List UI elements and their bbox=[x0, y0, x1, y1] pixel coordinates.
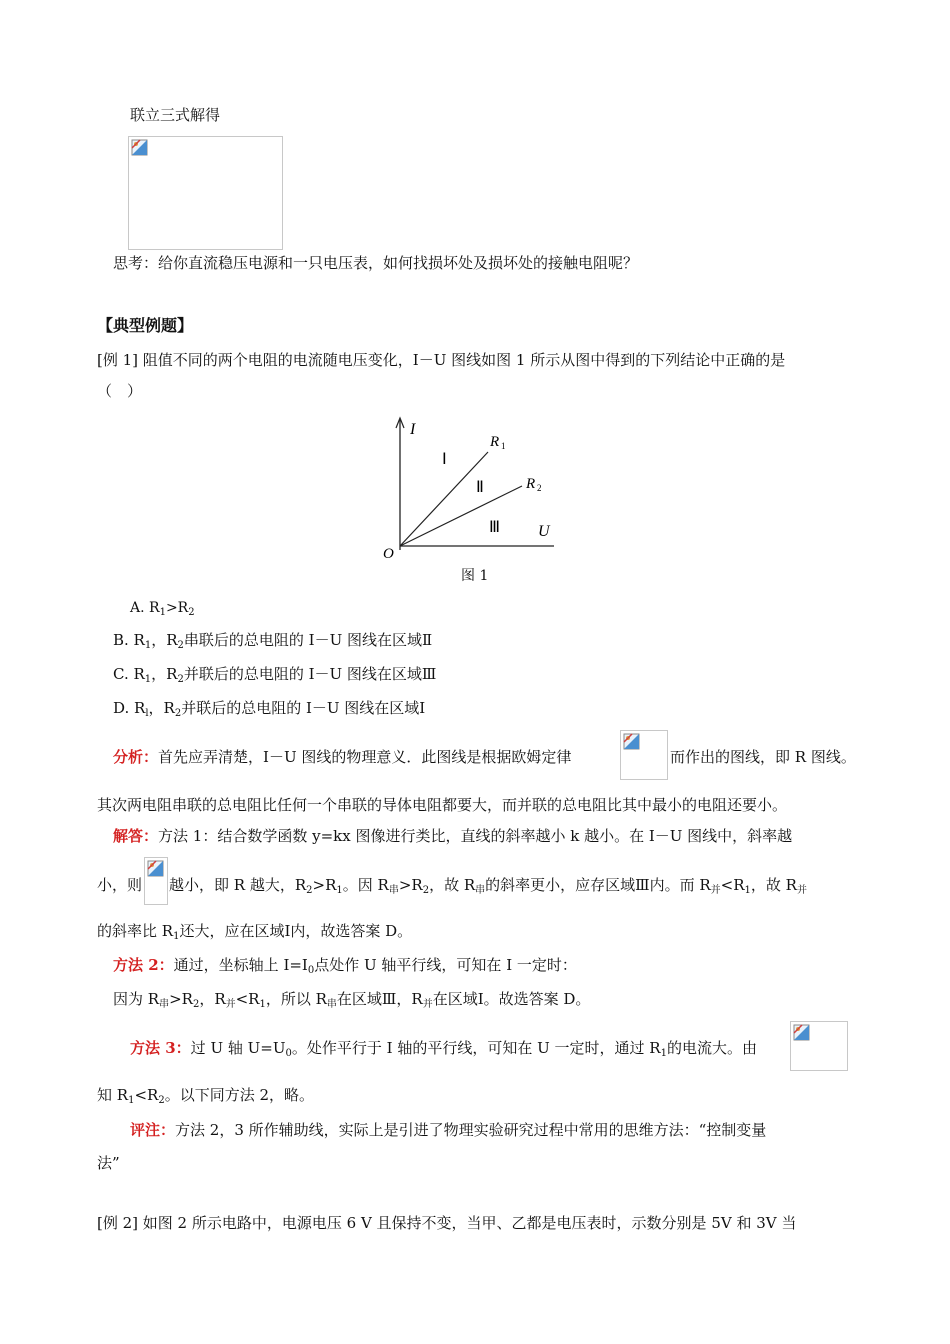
figure-caption: 图 1 bbox=[461, 568, 489, 584]
iu-figure bbox=[370, 412, 570, 567]
region-3-label: Ⅲ bbox=[489, 519, 501, 536]
line-r1-label: R bbox=[490, 434, 500, 450]
analysis-line1: 分析：首先应弄清楚，I－U 图线的物理意义．此图线是根据欧姆定律 bbox=[113, 748, 572, 766]
axis-label-u: U bbox=[538, 523, 550, 540]
answer-paren: （ ） bbox=[97, 382, 143, 400]
comment-line1: 评注：方法 2，3 所作辅助线，实际上是引进了物理实验研究过程中常用的思维方法：“控制变量 bbox=[130, 1121, 767, 1139]
broken-image-icon bbox=[791, 1022, 811, 1042]
example2-prompt: [例 2] 如图 2 所示电路中，电源电压 6 V 且保持不变，当甲、乙都是电压表时，示数分别是 5V 和 3V 当 bbox=[97, 1214, 797, 1232]
method2-line1: 方法 2：通过，坐标轴上 $I=I_0$点处作 U 轴平行线，可知在 I 一定时： bbox=[113, 956, 577, 976]
option-c: C. $R_1$，$R_2$并联后的总电阻的 I－U 图线在区域Ⅲ bbox=[113, 665, 437, 685]
broken-image-icon bbox=[621, 731, 641, 751]
line-r2-label: R bbox=[526, 476, 536, 492]
method3-line1: 方法 3：过 U 轴 $U=U_0$。处作平行于 I 轴的平行线，可知在 U 一定时，通过 $R_1$的电流大。由 bbox=[130, 1039, 757, 1059]
region-2-label: Ⅱ bbox=[476, 479, 484, 496]
broken-image-ohm-law bbox=[620, 730, 668, 780]
region-1-label: Ⅰ bbox=[442, 451, 447, 468]
axis-label-i: I bbox=[410, 421, 416, 438]
option-a: A. $R_1>R_2$ bbox=[130, 600, 195, 618]
line-r2 bbox=[400, 486, 522, 546]
answer-line2-rest: 越小，即 R 越大，$R_2>R_1$。因 $R_串>R_2$，故 $R_串$的斜率更小，应存区域Ⅲ内。而 $R_并<R_1$，故 $R_并$ bbox=[169, 876, 807, 896]
think-text: 思考：给你直流稳压电源和一只电压表，如何找损坏处及损坏处的接触电阻呢？ bbox=[113, 254, 639, 272]
line-r1-sub: 1 bbox=[501, 441, 506, 451]
line-r2-sub: 2 bbox=[537, 483, 542, 493]
broken-image-current bbox=[790, 1021, 848, 1071]
broken-image-slope bbox=[144, 857, 168, 905]
example1-prompt: [例 1] 阻值不同的两个电阻的电流随电压变化，I－U 图线如图 1 所示从图中得到的下列结论中正确的是 bbox=[97, 351, 786, 369]
section-title: 【典型例题】 bbox=[97, 316, 194, 335]
broken-image-icon bbox=[129, 137, 149, 157]
answer-line3: 的斜率比 $R_1$还大，应在区域Ⅰ内，故选答案 D。 bbox=[97, 922, 413, 942]
origin-label: O bbox=[383, 546, 394, 562]
broken-image-icon bbox=[145, 858, 165, 878]
answer-line1: 解答：方法 1：结合数学函数 y=kx 图像进行类比，直线的斜率越小 k 越小。在 I－U 图线中，斜率越 bbox=[113, 827, 793, 845]
option-b: B. $R_1$，$R_2$串联后的总电阻的 I－U 图线在区域Ⅱ bbox=[113, 631, 433, 651]
option-d: D. $R_l$，$R_2$并联后的总电阻的 I－U 图线在区域Ⅰ bbox=[113, 699, 426, 719]
solve-text: 联立三式解得 bbox=[130, 106, 221, 124]
comment-line2: 法” bbox=[97, 1154, 120, 1172]
broken-image-formula bbox=[128, 136, 283, 250]
method3-line2: 知 $R_1<R_2$。以下同方法 2，略。 bbox=[97, 1086, 314, 1106]
answer-line2-start: 小，则 bbox=[97, 876, 143, 894]
analysis-line1-end: 而作出的图线，即 R 图线。 bbox=[670, 748, 856, 766]
analysis-line2: 其次两电阻串联的总电阻比任何一个串联的导体电阻都要大，而并联的总电阻比其中最小的电阻还要小。 bbox=[97, 796, 788, 814]
method2-line2: 因为 $R_串>R_2$，$R_并<R_1$，所以 $R_串$在区域Ⅲ，$R_并$在区域Ⅰ。故选答案 D。 bbox=[113, 990, 591, 1010]
